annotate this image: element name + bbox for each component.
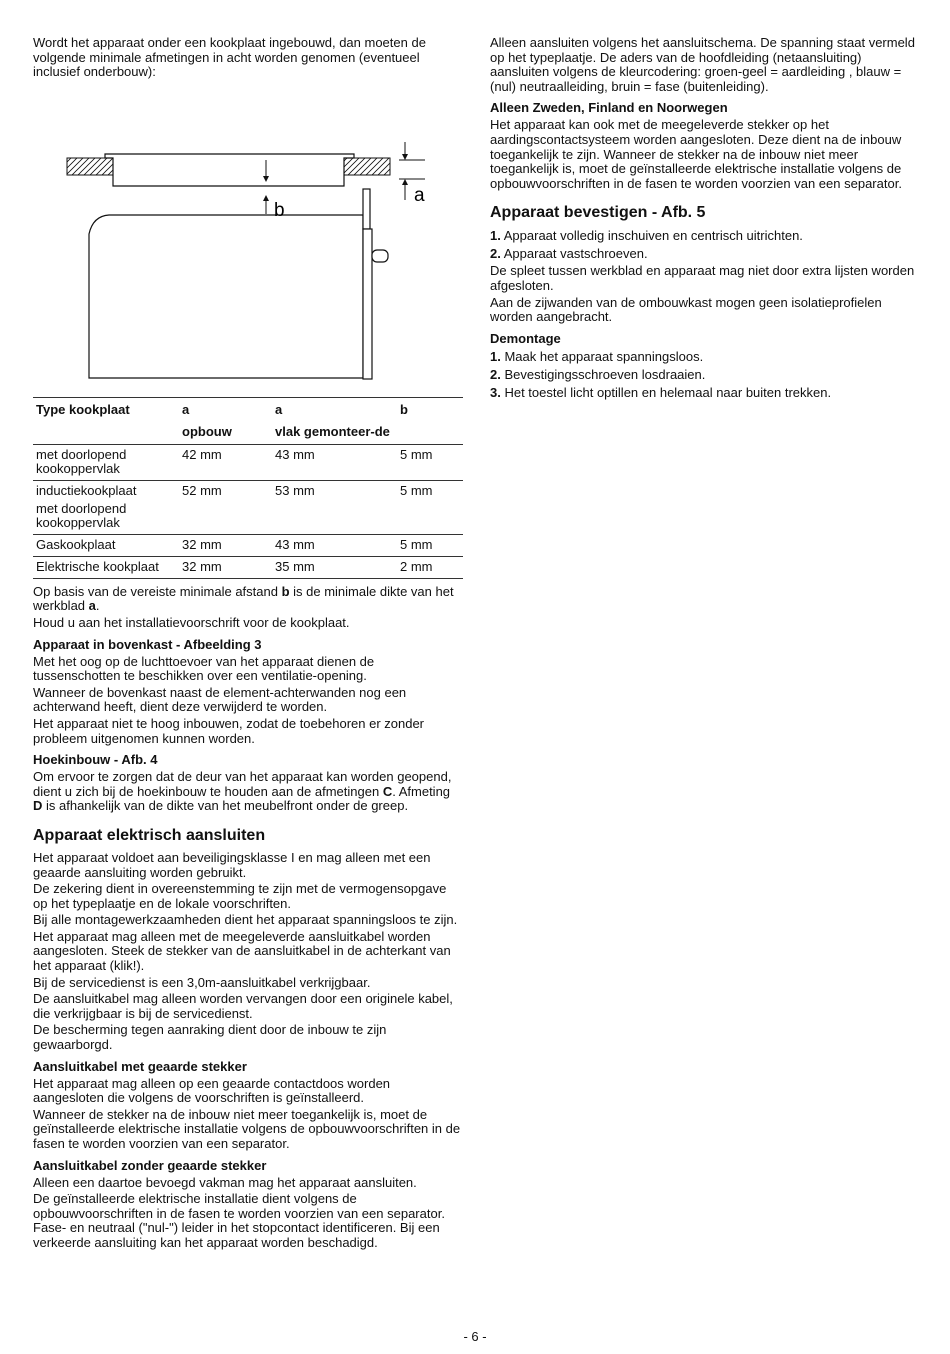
list-item: 3. Het toestel licht optillen en helemaal naar buiten trekken. xyxy=(490,384,832,400)
table-row xyxy=(33,444,463,480)
cooktop-dimensions-table xyxy=(33,397,463,579)
right-column xyxy=(490,36,918,403)
section-heading-hoekinbouw: Hoekinbouw - Afb. 4 xyxy=(33,752,158,768)
section-heading-scandinavia: Alleen Zweden, Finland en Noorwegen xyxy=(490,100,728,116)
paragraph: Het apparaat mag alleen met de meegeleverde aansluitkabel worden aangesloten. Steek de stekker van de aansluitkabel in de achterkant van het apparaat (klik!). xyxy=(33,928,451,974)
table-header-a-opbouw: a opbouw xyxy=(179,397,272,444)
intro-paragraph: Wordt het apparaat onder een kookplaat ingebouwd, dan moeten de volgende minimale afmetingen in acht worden genomen (eventueel inclusief onderbouw): xyxy=(33,35,426,80)
section-heading-elektrisch: Apparaat elektrisch aansluiten xyxy=(33,826,266,844)
cooktop xyxy=(105,154,354,186)
left-column xyxy=(33,36,463,1253)
paragraph: Het apparaat kan ook met de meegeleverde stekker op het aardingscontactsysteem worden aangesloten. Deze dient na de inbouw toegankelijk te zijn. Wanneer de stekker na de inbouw niet meer toegankelijk is, moet de geïnstalleerde elektrische installatie volgens de opbouwvoorschriften in de fasen te worden voorzien van een separator. xyxy=(490,117,902,191)
section-heading-met-geaarde-stekker: Aansluitkabel met geaarde stekker xyxy=(33,1058,247,1074)
table-cell: met doorlopend kookoppervlak xyxy=(36,446,127,476)
table-header-type: Type kookplaat xyxy=(33,397,179,444)
table-header-a-vlak: a vlak gemonteer-de xyxy=(272,397,397,444)
page-number: - 6 - xyxy=(463,1329,487,1344)
dimension-label-a: a xyxy=(414,184,425,206)
oven-body xyxy=(89,215,363,378)
worktop-right xyxy=(344,158,390,175)
paragraph: De spleet tussen werkblad en apparaat mag niet door extra lijsten worden afgesloten. xyxy=(490,263,915,293)
oven-front-panel xyxy=(363,189,370,229)
section-heading-zonder-geaarde-stekker: Aansluitkabel zonder geaarde stekker xyxy=(33,1157,267,1173)
paragraph: De zekering dient in overeenstemming te zijn met de vermogensopgave op het typeplaatje en de lokale voorschriften. xyxy=(33,881,447,911)
table-row xyxy=(33,534,463,556)
paragraph: Wanneer de bovenkast naast de element-achterwanden nog een achterwand heeft, dient deze verwijderd te worden. xyxy=(33,684,407,715)
section-heading-bovenkast: Apparaat in bovenkast - Afbeelding 3 xyxy=(33,636,262,652)
table-cell: 5 mm xyxy=(400,482,433,498)
paragraph: Het apparaat voldoet aan beveiligingsklasse I en mag alleen met een geaarde aansluiting worden gebruikt. xyxy=(33,849,431,880)
worktop-left xyxy=(67,158,113,175)
paragraph: De geïnstalleerde elektrische installatie dient volgens de opbouwvoorschriften in de fasen te worden voorzien van een separator. Fase- en neutraal ("nul-") leider in het stopcontact identificeren. Bij een verkeerde aansluiting kan het apparaat worden beschadigd. xyxy=(33,1191,445,1250)
list-item: 2. Apparaat vastschroeven. xyxy=(490,246,648,262)
list-item: 1. Apparaat volledig inschuiven en centrisch uitrichten. xyxy=(490,228,803,244)
paragraph: De aansluitkabel mag alleen worden vervangen door een originele kabel, die verkrijgbaar is bij de servicedienst. xyxy=(33,991,453,1021)
paragraph: Alleen een daartoe bevoegd vakman mag het apparaat aansluiten. xyxy=(33,1174,417,1190)
hoekinbouw-paragraph: Om ervoor te zorgen dat de deur van het apparaat kan worden geopend, dient u zich bij de hoekinbouw te houden aan de afmetingen C. Afmeting D is afhankelijk van de dikte van het meubelfront onder de greep. xyxy=(33,769,452,814)
paragraph: Het apparaat mag alleen op een geaarde contactdoos worden aangesloten die volgens de voorschriften is geïnstalleerd. xyxy=(33,1075,391,1106)
table-row xyxy=(33,480,463,534)
table-cell: 32 mm xyxy=(182,558,222,574)
table-header-row xyxy=(33,397,463,444)
section-heading-demontage: Demontage xyxy=(490,330,561,346)
table-row xyxy=(33,556,463,578)
dimension-label-b: b xyxy=(274,199,285,221)
paragraph: Het apparaat niet te hoog inbouwen, zodat de toebehoren er zonder probleem uitgenomen kunnen worden. xyxy=(33,715,425,746)
table-cell: 42 mm xyxy=(182,446,222,462)
table-cell: Gaskookplaat xyxy=(36,536,116,552)
table-cell: 52 mm xyxy=(182,482,222,498)
paragraph: Wanneer de stekker na de inbouw niet meer toegankelijk is, moet de geïnstalleerde elektrische installatie volgens de opbouwvoorschriften in de fasen te worden voorzien van een separator. xyxy=(33,1106,461,1151)
paragraph: Bij de servicedienst is een 3,0m-aansluitkabel verkrijgbaar. xyxy=(33,974,371,990)
table-cell: 35 mm xyxy=(275,558,315,574)
table-cell: inductiekookplaat met doorlopend kookoppervlak xyxy=(36,482,137,530)
table-cell: 32 mm xyxy=(182,536,222,552)
oven-handle xyxy=(372,250,388,262)
table-cell: 5 mm xyxy=(400,536,433,552)
table-cell: 53 mm xyxy=(275,482,315,498)
table-cell: 2 mm xyxy=(400,558,433,574)
paragraph: Met het oog op de luchttoevoer van het apparaat dienen de tussenschotten te beschikken over een ventilatie-opening. xyxy=(33,653,375,684)
installation-diagram xyxy=(33,88,463,388)
oven-door xyxy=(363,229,372,379)
paragraph: Alleen aansluiten volgens het aansluitschema. De spanning staat vermeld op het typeplaatje. De aders van de hoofdleiding (netaansluiting) aansluiten volgens de kleurcodering: groen-geel = aardleiding , blauw = (nul) neutraalleiding, bruin = fase (buitenleiding). xyxy=(490,35,915,94)
install-note-paragraph: Houd u aan het installatievoorschrift voor de kookplaat. xyxy=(33,614,350,630)
table-cell: 43 mm xyxy=(275,536,315,552)
paragraph: Aan de zijwanden van de ombouwkast mogen geen isolatieprofielen worden aangebracht. xyxy=(490,294,882,325)
section-heading-bevestigen: Apparaat bevestigen - Afb. 5 xyxy=(490,204,706,222)
list-item: 2. Bevestigingsschroeven losdraaien. xyxy=(490,366,706,382)
min-thickness-paragraph: Op basis van de vereiste minimale afstand b is de minimale dikte van het werkblad a. xyxy=(33,583,454,614)
table-header-b: b xyxy=(397,397,463,444)
paragraph: De bescherming tegen aanraking dient door de inbouw te zijn gewaarborgd. xyxy=(33,1022,387,1053)
table-cell: 5 mm xyxy=(400,446,433,462)
paragraph: Bij alle montagewerkzaamheden dient het apparaat spanningsloos te zijn. xyxy=(33,912,458,928)
list-item: 1. Maak het apparaat spanningsloos. xyxy=(490,348,704,364)
table-cell: Elektrische kookplaat xyxy=(36,558,159,574)
table-cell: 43 mm xyxy=(275,446,315,462)
